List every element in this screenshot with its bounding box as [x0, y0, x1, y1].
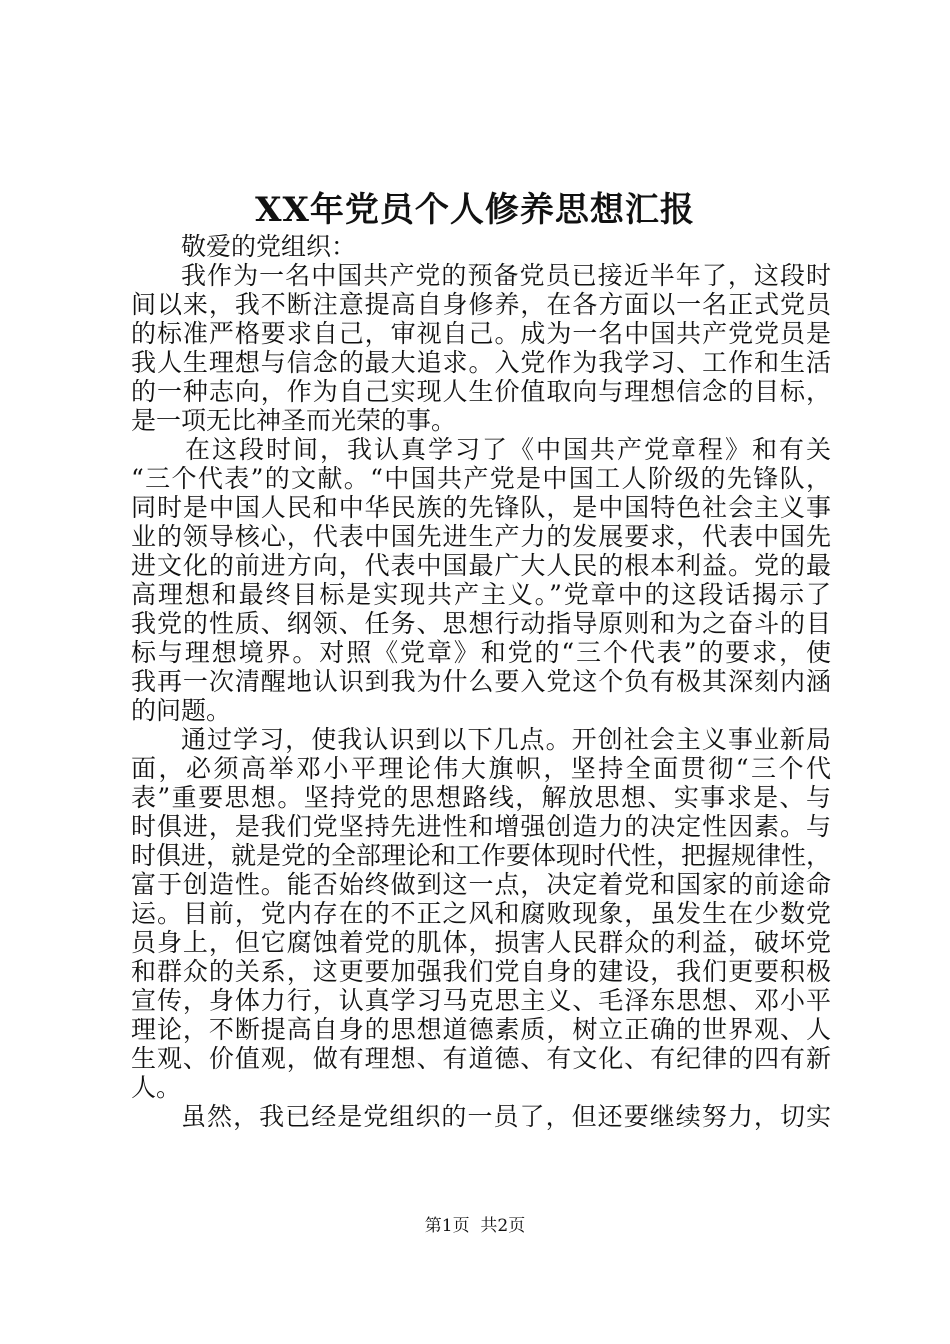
text-line: 虽然，我已经是党组织的一员了，但还要继续努力，切实: [181, 1102, 831, 1131]
text-line: 在这段时间，我认真学习了《中国共产党章程》和有关: [185, 435, 831, 464]
text-line: 和群众的关系，这更要加强我们党自身的建设，我们更要积极: [131, 957, 831, 986]
text-line: 通过学习，使我认识到以下几点。开创社会主义事业新局: [181, 725, 831, 754]
text-line: 的问题。: [131, 696, 232, 725]
text-line: 我作为一名中国共产党的预备党员已接近半年了，这段时: [181, 261, 831, 290]
text-line: 间以来，我不断注意提高自身修养，在各方面以一名正式党员: [131, 290, 831, 319]
text-line: 同时是中国人民和中华民族的先锋队，是中国特色社会主义事: [131, 493, 831, 522]
page-number-label: 第1页 共2页: [424, 1216, 526, 1236]
document-body: [131, 232, 831, 1131]
text-line: 高理想和最终目标是实现共产主义。”党章中的这段话揭示了: [131, 580, 831, 609]
text-line: 理论，不断提高自身的思想道德素质，树立正确的世界观、人: [131, 1015, 831, 1044]
text-line: 富于创造性。能否始终做到这一点，决定着党和国家的前途命: [131, 870, 831, 899]
page-footer: [0, 1214, 950, 1238]
text-line: 面，必须高举邓小平理论伟大旗帜，坚持全面贯彻“三个代: [131, 754, 831, 783]
text-line: 员身上，但它腐蚀着党的肌体，损害人民群众的利益，破坏党: [131, 928, 831, 957]
text-line: 的标准严格要求自己，审视自己。成为一名中国共产党党员是: [131, 319, 831, 348]
text-line: 我再一次清醒地认识到我为什么要入党这个负有极其深刻内涵: [131, 667, 831, 696]
text-line: 进文化的前进方向，代表中国最广大人民的根本利益。党的最: [131, 551, 831, 580]
text-line: 我人生理想与信念的最大追求。入党作为我学习、工作和生活: [131, 348, 831, 377]
text-line: 是一项无比神圣而光荣的事。: [131, 406, 457, 435]
document-title: XX年党员个人修养思想汇报: [255, 190, 695, 230]
text-line: 时俱进，就是党的全部理论和工作要体现时代性，把握规律性，: [131, 841, 832, 870]
text-line: 业的领导核心，代表中国先进生产力的发展要求，代表中国先: [131, 522, 831, 551]
salutation-line: 敬爱的党组织：: [181, 232, 357, 261]
text-line: 标与理想境界。对照《党章》和党的“三个代表”的要求，使: [131, 638, 831, 667]
text-line: “三个代表”的文献。“中国共产党是中国工人阶级的先锋队，: [131, 464, 831, 493]
text-line: 宣传，身体力行，认真学习马克思主义、毛泽东思想、邓小平: [131, 986, 831, 1015]
text-line: 人。: [131, 1073, 182, 1102]
text-line: 我党的性质、纲领、任务、思想行动指导原则和为之奋斗的目: [131, 609, 831, 638]
text-line: 时俱进，是我们党坚持先进性和增强创造力的决定性因素。与: [131, 812, 831, 841]
text-line: 的一种志向，作为自己实现人生价值取向与理想信念的目标，: [131, 377, 831, 406]
text-line: 表”重要思想。坚持党的思想路线，解放思想、实事求是、与: [131, 783, 831, 812]
text-line: 生观、价值观，做有理想、有道德、有文化、有纪律的四有新: [131, 1044, 831, 1073]
text-line: 运。目前，党内存在的不正之风和腐败现象，虽发生在少数党: [131, 899, 831, 928]
